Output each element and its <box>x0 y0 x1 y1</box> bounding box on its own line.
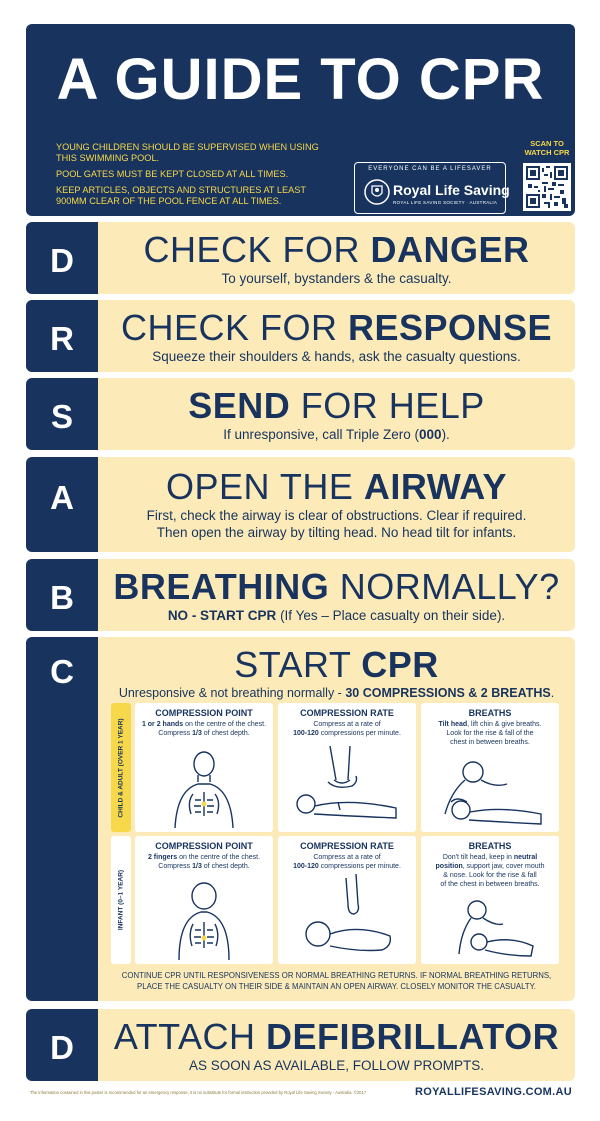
poster-header <box>26 24 575 216</box>
qr-code-icon[interactable] <box>523 163 571 211</box>
step-description: AS SOON AS AVAILABLE, FOLLOW PROMPTS. <box>188 1058 485 1073</box>
cell-title: BREATHS <box>468 841 512 851</box>
adult-compression-illustration-icon <box>278 746 416 828</box>
cell-text: of the chest in between breaths. <box>440 881 540 888</box>
infant-compression-rate <box>278 836 416 964</box>
infant-compression-point <box>135 836 273 964</box>
pool-safety-notes <box>56 142 331 212</box>
step-description: NO - START CPR (If Yes – Place casualty on their side). <box>167 608 506 623</box>
infant-torso-illustration-icon <box>135 880 273 960</box>
step-letter-a: A <box>26 457 98 552</box>
royal-life-saving-logo <box>354 162 510 214</box>
cell-text: chest in between breaths. <box>450 739 530 746</box>
cell-text: & nose. Look for the rise & fall <box>443 872 537 879</box>
step-response <box>98 300 575 372</box>
step-heading: OPEN THE AIRWAY <box>166 466 507 507</box>
continue-cpr-instructions <box>98 970 575 992</box>
cell-title: BREATHS <box>468 708 512 718</box>
cell-text: 1 or 2 hands on the centre of the chest. <box>141 721 267 728</box>
step-heading: BREATHING NORMALLY? <box>113 566 560 607</box>
step-open-airway <box>98 457 575 552</box>
pool-note: POOL GATES MUST BE KEPT CLOSED AT ALL TIMES. <box>56 169 289 179</box>
adult-compression-rate <box>278 703 416 832</box>
cell-text: position, support jaw, cover mouth <box>435 863 545 870</box>
step-heading: ATTACH DEFIBRILLATOR <box>113 1016 560 1057</box>
infant-row-label: INFANT (0–1 YEAR) <box>111 836 131 964</box>
step-description: To yourself, bystanders & the casualty. <box>221 271 452 286</box>
crest-icon <box>363 178 391 206</box>
continue-line: CONTINUE CPR UNTIL RESPONSIVENESS OR NORMAL BREATHING RETURNS. IF NORMAL BREATHING RETURNS, <box>121 971 552 980</box>
step-letter-s: S <box>26 378 98 450</box>
cell-text: Look for the rise & fall of the <box>446 730 534 737</box>
step-danger <box>98 222 575 294</box>
disclaimer: The information contained in this poster is recommended for an emergency response, it is no substitute for formal instruction provided by Royal Life Saving Society - Australia. ©2017 <box>30 1090 367 1095</box>
cell-title: COMPRESSION POINT <box>155 708 253 718</box>
logo-subtitle: ROYAL LIFE SAVING SOCIETY · AUSTRALIA <box>393 200 498 205</box>
infant-breaths <box>421 836 559 964</box>
continue-line: PLACE THE CASUALTY ON THEIR SIDE & MAINTAIN AN OPEN AIRWAY. CLOSELY MONITOR THE CASUALTY. <box>137 982 536 991</box>
step-description: Then open the airway by tilting head. No head tilt for infants. <box>156 525 517 540</box>
cell-text: 2 fingers on the centre of the chest. <box>147 854 261 861</box>
step-letter-d-defib: D <box>26 1009 98 1081</box>
infant-compression-illustration-icon <box>278 874 416 960</box>
pool-note: KEEP ARTICLES, OBJECTS AND STRUCTURES AT LEAST 900MM CLEAR OF THE POOL FENCE AT ALL TIMES. <box>56 185 306 206</box>
step-letter-b: B <box>26 559 98 631</box>
step-heading: START CPR <box>234 644 439 685</box>
adult-breaths <box>421 703 559 832</box>
adult-breathing-illustration-icon <box>421 758 559 828</box>
pool-note: YOUNG CHILDREN SHOULD BE SUPERVISED WHEN USING THIS SWIMMING POOL. <box>56 142 319 163</box>
step-heading: CHECK FOR RESPONSE <box>120 307 553 348</box>
cell-text: Compress at a rate of <box>313 721 381 728</box>
step-breathing <box>98 559 575 631</box>
cell-text: Compress 1/3 of chest depth. <box>158 863 250 870</box>
cell-text: 100-120 compressions per minute. <box>293 730 401 737</box>
step-heading: SEND FOR HELP <box>188 385 485 426</box>
logo-name: Royal Life Saving <box>393 182 510 198</box>
adult-row-label: CHILD & ADULT (OVER 1 YEAR) <box>111 703 131 832</box>
step-description: Squeeze their shoulders & hands, ask the casualty questions. <box>152 349 521 364</box>
infant-breathing-illustration-icon <box>421 898 559 960</box>
step-description: Unresponsive & not breathing normally - 30 COMPRESSIONS & 2 BREATHS. <box>118 686 555 700</box>
cell-text: Don't tilt head, keep in neutral <box>442 854 538 861</box>
cell-text: Tilt head, lift chin & give breaths. <box>438 721 542 728</box>
step-description: If unresponsive, call Triple Zero (000). <box>223 427 450 442</box>
step-description: First, check the airway is clear of obstructions. Clear if required. <box>146 508 527 523</box>
cell-text: Compress 1/3 of chest depth. <box>158 730 250 737</box>
step-letter-r: R <box>26 300 98 372</box>
step-heading: CHECK FOR DANGER <box>143 229 530 270</box>
website-link[interactable]: ROYALLIFESAVING.COM.AU <box>415 1086 572 1098</box>
step-letter-d: D <box>26 222 98 294</box>
step-letter-c: C <box>26 637 98 1001</box>
cpr-instruction-grid <box>111 703 563 964</box>
cell-title: COMPRESSION POINT <box>155 841 253 851</box>
cell-title: COMPRESSION RATE <box>300 708 394 718</box>
cell-title: COMPRESSION RATE <box>300 841 394 851</box>
logo-tagline: EVERYONE CAN BE A LIFESAVER <box>368 166 492 172</box>
cell-text: Compress at a rate of <box>313 854 381 861</box>
step-attach-defibrillator <box>98 1009 575 1081</box>
adult-torso-illustration-icon <box>135 750 273 828</box>
scan-label: SCAN TO WATCH CPR <box>524 139 570 157</box>
poster-title: A GUIDE TO CPR <box>56 47 545 112</box>
adult-compression-point <box>135 703 273 832</box>
cell-text: 100-120 compressions per minute. <box>293 863 401 870</box>
step-send-for-help <box>98 378 575 450</box>
